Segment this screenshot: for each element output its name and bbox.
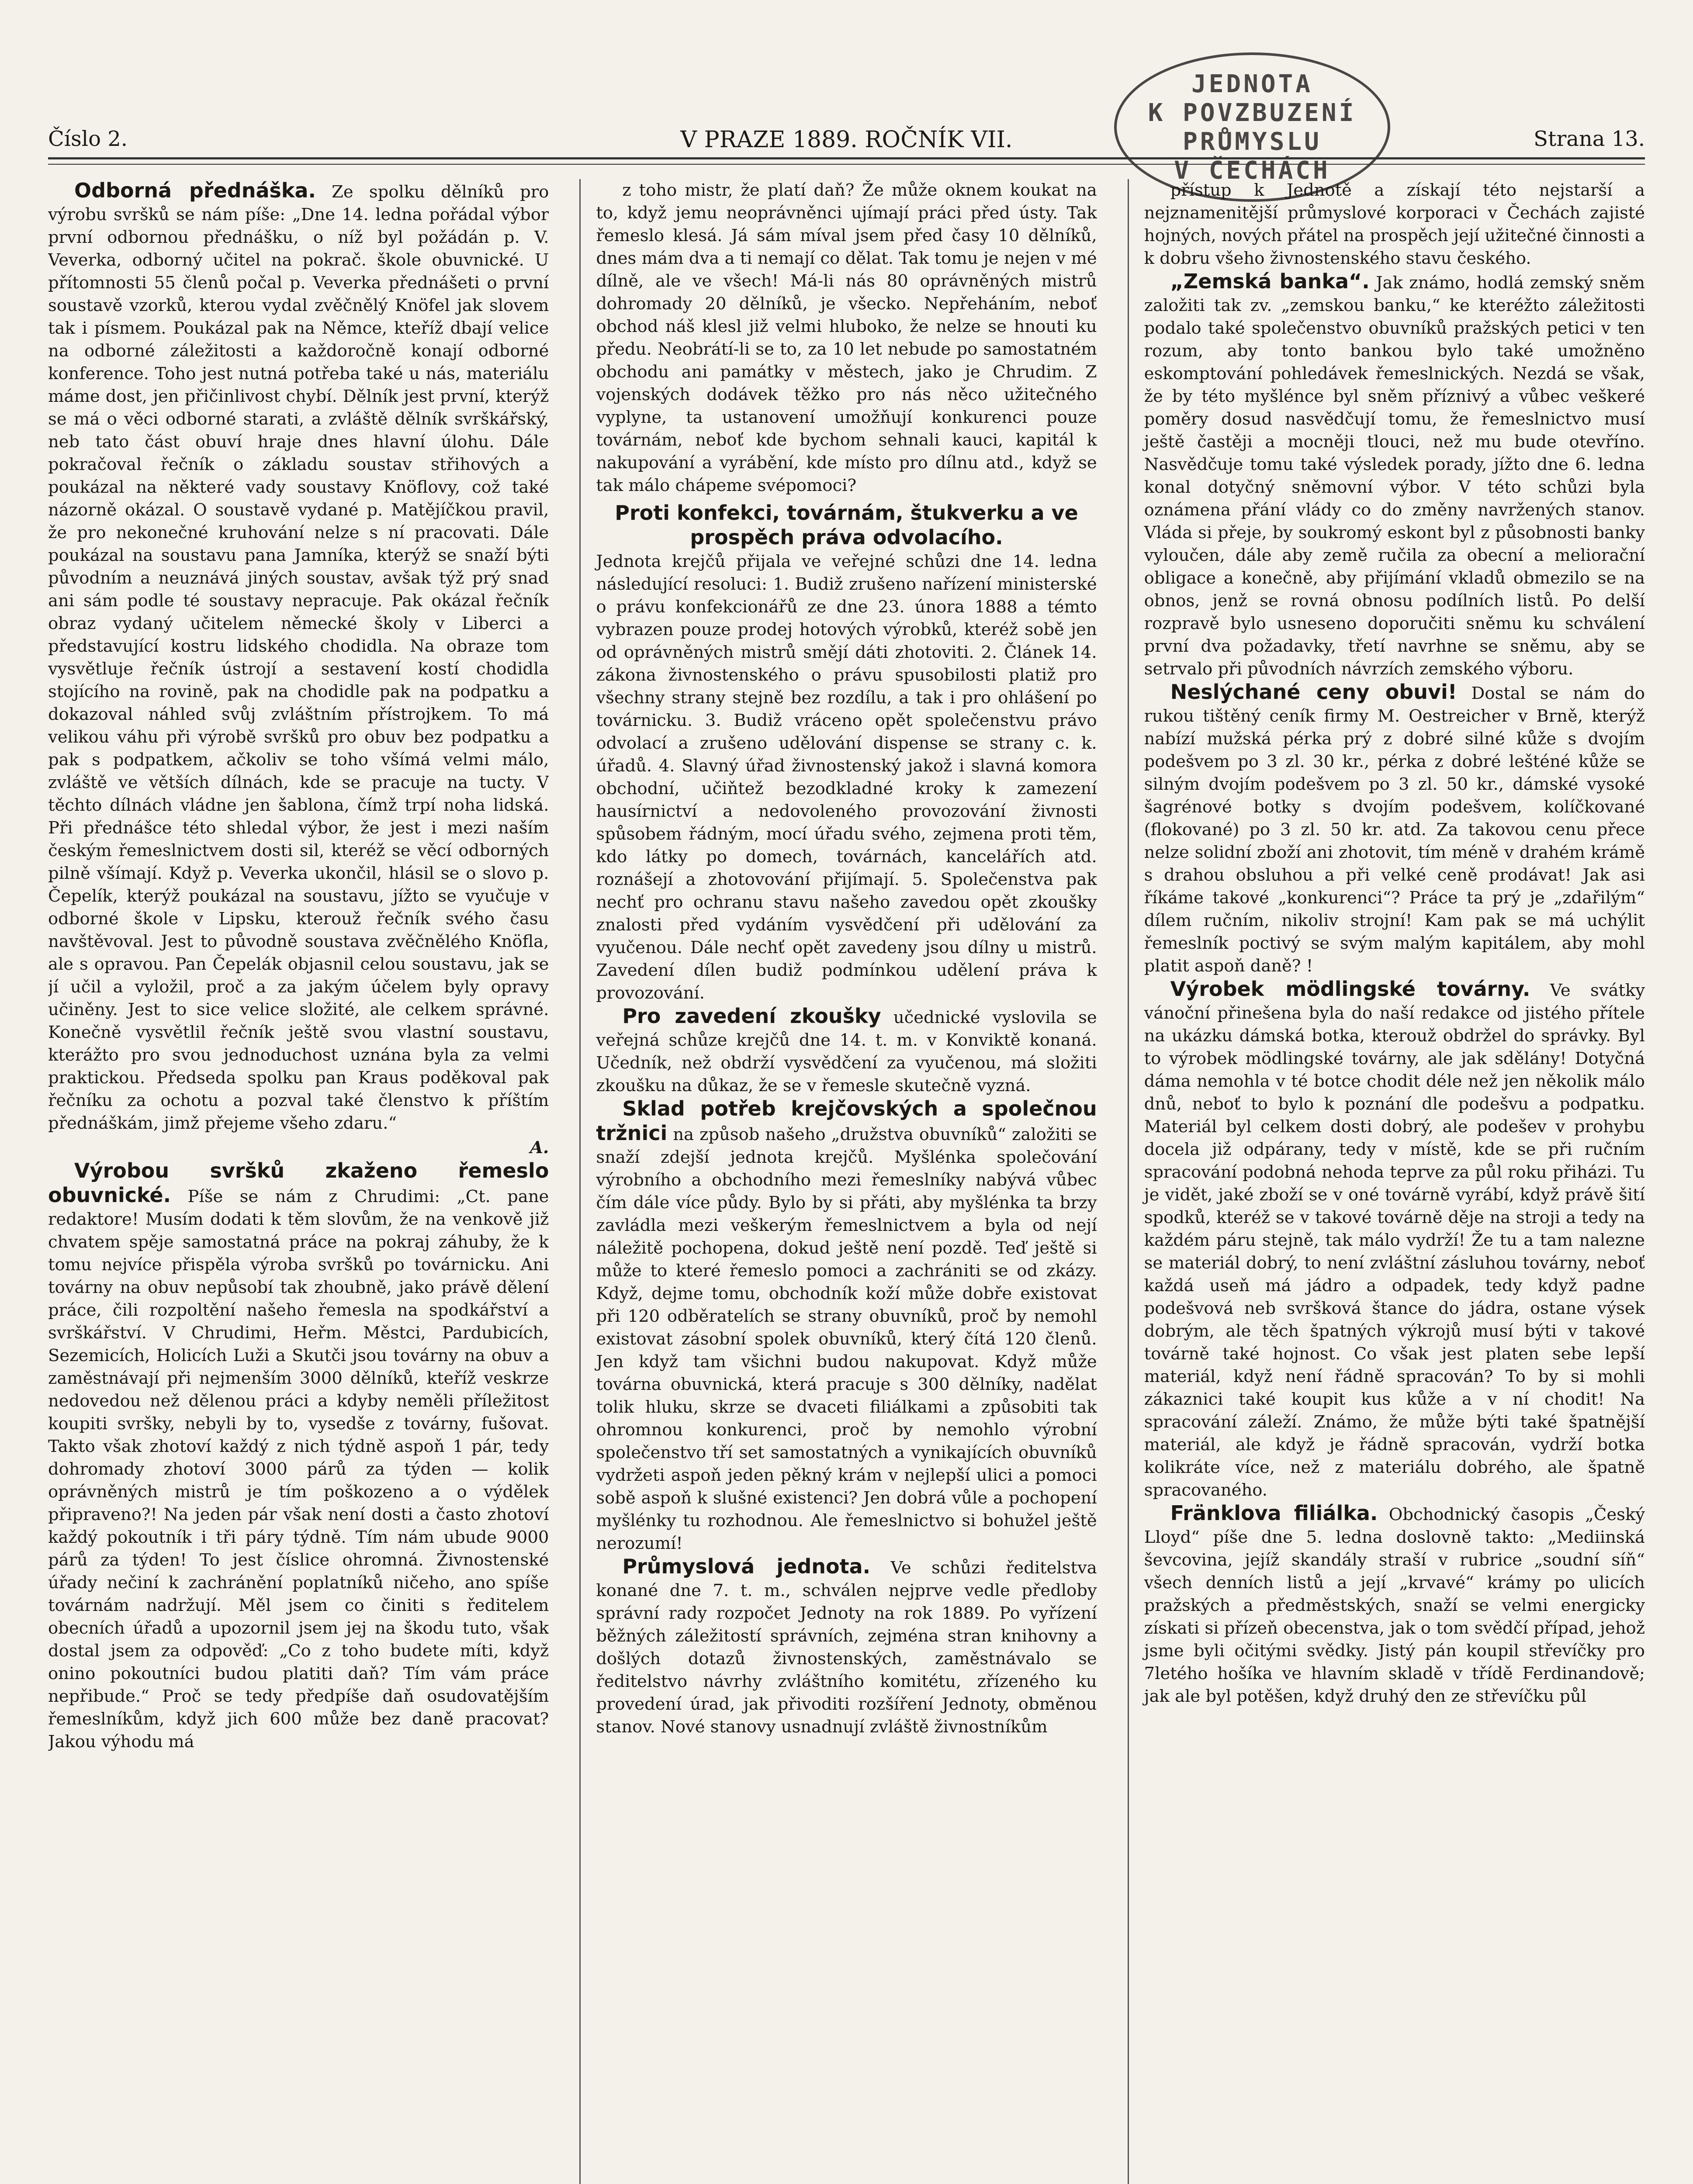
article-section: [596, 1005, 1097, 1097]
section-text: Obchodnický časopis „Český Lloyd“ píše dne 5. ledna doslovně takto: „Mediinská ševcovina, jejíž skandály straší v rubrice „soudní síň“ všech denních listů a její „krvavé“ krámy po ulicích pražských a předměstských, snaží se velmi energicky získati si přízeň obecenstva, jak o tom svědčí případ, jehož jsme byli očitými svědky. Jistý pán koupil střevíčky pro 7letého hošíka ve hlavním skladě v třídě Ferdinandově; jak ale byl potěšen, když druhý den ze střevíčku půl: [1144, 1505, 1645, 1706]
issue-number: Číslo 2.: [48, 127, 128, 151]
article-section: [1144, 978, 1645, 1502]
stamp-line: K POVZBUZENÍ: [1148, 99, 1357, 127]
article-columns: [48, 179, 1645, 2184]
section-heading: „Zemská banka“.: [1170, 270, 1370, 293]
article-section: [1144, 681, 1645, 978]
section-text: Jednota krejčů přijala ve veřejné schůzi dne 14. ledna následující resoluci: 1. Budiž zrušeno nařízení ministerské o právu konfekcionářů ze dne 23. února 1888 a témto vybrazen pouze prodej hotových výrobků, kteréž sobě jen od oprávněných mistrů smějí dáti zhotoviti. 2. Článek 14. zákona živnostenského o právu spusobilosti platiž pro všechny strany stejně bez rozdílu, a tak i pro ohlášení po továrnicku. 3. Budiž vráceno opět společenstvu právo odvolací a zrušeno udělování dispense se strany c. k. úřadů. 4. Slavný úřad živnostenský jakož i slavná komora obchodní, učiňtež bezodkladné kroky k zamezení hausírnictví a nedovoleného provozování živnosti spůsobem řádným, mocí úřadu svého, zejmena proti těm, kdo látky po domech, továrnách, kancelářích atd. roznášejí a zhotovování přijímají. 5. Společenstva pak nechť pro ochranu stavu našeho zavedou opět zkoušky znalosti před vydáním vysvědčení při udělování za vyučenou. Dále nechť opět zavedeny jsou dílny u mistrů. Zavedení dílen budiž podmínkou udělení práva k provozování.: [596, 552, 1097, 1003]
section-heading: Pro zavedení zkoušky: [622, 1004, 881, 1028]
section-text: na způsob našeho „družstva obuvníků“ založiti se snaží zdejší jednota krejčů. Myšlénka společování výrobního a obchodního mezi řemeslníky nabývá vůbec čím dále více půdy. Bylo by si přáti, aby myšlénka ta brzy zavládla mezi veškerým řemeslnictvem a byla od nejí náležitě pochopena, dokud ještě není pozdě. Teď ještě si může to které řemeslo pomoci a zachrániti se od zkázy. Když, dejme tomu, obchodník koží může dobře existovat při 120 odběratelích se strany obuvníků, proč by nemohl existovat zásobní spolek obuvníků, který čítá 120 členů. Jen když tam všichni budou nakupovat. Když může továrna obuvnická, která pracuje s 300 dělníky, nadělat tolik hluku, skrze se dvaceti filiálkami a způsobiti tak ohromnou konkurenci, proč by nemohlo výrobní společenstvo tří set samostatných a vynikajících obuvníků vydržeti aspoň jeden pěkný krám v nejlepší ulici a pomoci sobě aspoň k slušné existenci? Jen dobrá vůle a pochopení myšlénky tu rozhodnou. Ale řemeslnictvo si bohužel ještě nerozumí!: [596, 1125, 1097, 1553]
section-text: učednické vyslovila se veřejná schůze krejčů dne 14. t. m. v Konviktě konaná. Učedník, než obdrží vysvědčení za vyučenou, má složiti zkoušku na důkaz, že se v řemesle skutečně vyzná.: [596, 1008, 1097, 1095]
section-heading: Výrobek mödlingské továrny.: [1170, 977, 1530, 1001]
place-and-volume: V PRAZE 1889. ROČNÍK VII.: [680, 127, 1013, 153]
article-section: [1144, 179, 1645, 270]
article-section: [596, 501, 1097, 1005]
section-text: z toho mistr, že platí daň? Že může oknem koukat na to, když jemu neoprávněnci ujímají práci před ústy. Tak řemeslo klesá. Já sám míval jsem před časy 10 dělníků, dnes mám dva a ti nemají co dělat. Tak tomu je nejen v mé dílně, ale ve všech! Má-li nás 80 oprávněných mistrů dohromady 20 dělníků, je všecko. Nepřeháním, neboť obchod náš klesl již velmi hluboko, že nelze se hnouti ku předu. Neobrátí-li se to, za 10 let nebude po samostatném obchodu ani památky v městech, jako je Chrudim. Z vojenských dodávek těžko pro nás něco užitečného vyplyne, ta ustanovení umožňují konkurenci pouze továrnám, neboť kde bychom sehnali kauci, kapitál k nakupování a vyrábění, kde místo pro dílnu atd., když se tak málo chápeme svépomoci?: [596, 180, 1097, 495]
column: [48, 179, 549, 2184]
header-rule: [48, 157, 1645, 165]
section-heading: Fränklova filiálka.: [1170, 1501, 1378, 1525]
section-heading: Sklad potřeb krejčovských a společnou tržnici: [596, 1097, 1097, 1145]
section-heading: Výrobou svršků zkaženo řemeslo obuvnické.: [48, 1159, 549, 1207]
section-text: Dostal se nám do rukou tištěný ceník firmy M. Oestreicher v Brně, kterýž nabízí mužská pérka prý z dobré silné kůže s dvojím podešvem po 3 zl. 30 kr., pérka z dobré lešténé kůže se silným dvojím podešvem po 3 zl. 50 kr., dámské vysoké šagrénové botky s dvojím podešvem, kolíčkované (flokované) po 3 zl. 50 kr. atd. Za takovou cenu přece nelze solidní zboží ani zhotovit, tím méně v drahém krámě s drahou obsluhou a při velké ceně prodávat! Jak asi říkáme takové „konkurenci“? Práce ta prý je „zdařilým“ dílem ručním, nikoliv strojní! Kam pak se má uchýlit řemeslník poctivý se svým malým kapitálem, aby mohl platit aspoň daně? !: [1144, 684, 1645, 976]
section-text: přístup k Jednotě a získají této nejstarší a nejznamenitější průmyslové korporaci v Čechách zajisté hojných, nových přátel na prospěch její užitečné činnosti a k dobru všeho živnostenského stavu českého.: [1144, 180, 1645, 268]
stamp-line: V ČECHÁCH: [1174, 156, 1330, 185]
section-heading: Průmyslová jednota.: [622, 1555, 871, 1578]
section-heading: Neslýchané ceny obuvi!: [1170, 680, 1457, 704]
page-header: [48, 52, 1645, 185]
author-signature: A.: [530, 1138, 549, 1158]
section-text: Jak známo, hodlá zemský sněm založiti tak zv. „zemskou banku,“ ke kteréžto záležitosti podalo také společenstvo obuvníků pražských petici v ten rozum, aby tonto bankou bylo také umožněno eskomptování pohledávek řemeslnických. Nezdá se však, že by této myšlénce byl sněm příznivý a vůbec veškeré poměry dosud nasvědčují tomu, že řemeslnictvo musí ještě častěji a mocněji tlouci, než mu bude otevříno. Nasvědčuje tomu také výsledek porady, jížto dne 6. ledna konal dotyčný sněmovní výbor. V této schůzi byla oznámena přání vlády co do změny navržených stanov. Vláda si přeje, by soukromý eskont byl z působnosti banky vyloučen, dále aby země ručila za obecní a meliorační obligace a konečně, aby přijímání vkladů obmezilo se na obnos, jenž se rovná obnosu podílních listů. Po delší rozpravě bylo usneseno doporučiti sněmu ku schválení první dva požadavky, třetí navrhne se sněmu, aby se setrvalo při původních návrzích zemského výboru.: [1144, 273, 1645, 679]
article-section: [596, 1097, 1097, 1555]
article-section: [596, 179, 1097, 497]
page-number: Strana 13.: [1534, 127, 1645, 151]
section-text: Píše se nám z Chrudimi: „Ct. pane redaktore! Musím dodati k těm slovům, že na venkově již chvatem spěje samostatná práce na pokraj záhuby, že k tomu nejvíce přispěla výroba svršků po továrnicku. Ani továrny na obuv nepůsobí tak zhoubně, jako právě dělení práce, čili rozpoltění našeho řemesla na spodkářství a svrškářství. V Chrudimi, Heřm. Městci, Pardubicích, Sezemicích, Holicích Luži a Skutči jsou továrny na obuv a zaměstnávají při nejmenším 3000 dělníků, kteříž veskrze nedovedou než dělenou práci a kdyby neměli příležitost koupiti svršky, nebyli by to, vysedše z továrny, fušovat. Takto však zhotoví každý z nich týdně aspoň 1 pár, tedy dohromady zhotoví 3000 párů za týden — kolik oprávněných mistrů je tím poškozeno a o výdělek připraveno?! Na jeden pár však není dosti a často zhotoví každý pokoutník i tři páry týdně. Tím nám ubude 9000 párů za týden! To jest číslice ohromná. Živnostenské úřady nečiní k zachránění poplatníků ničeho, ano spíše továrnám nadržují. Měl jsem co činiti s ředitelem obecních úřadů a upozornil jsem jej na škodu tuto, však dostal jsem za odpověď: „Co z toho budete míti, když onino pokoutníci budou platiti daň? Tím vám práce nepřibude.“ Proč se tedy předpíše daň osudovatějším řemeslníkům, když jich 600 může bez daně pracovat? Jakou výhodu má: [48, 1187, 549, 1752]
section-text: Ve schůzi ředitelstva konané dne 7. t. m., schválen nejprve vedle předloby správní rady rozpočet Jednoty na rok 1889. Po vyřízení běžných záležitostí správních, zejména stran knihovny a došlých dotazů živnostenských, zaměstnávalo se ředitelstvo návrhy zvláštního komitétu, zřízeného ku provedení úrad, jak přivoditi rozšíření Jednoty, obměnou stanov. Nové stanovy usnadnují zvláště živnostníkům: [596, 1558, 1097, 1737]
article-section: [48, 1159, 549, 1753]
stamp-line: JEDNOTA: [1191, 70, 1313, 98]
stamp-line: PRŮMYSLU: [1183, 128, 1322, 156]
article-section: [596, 1555, 1097, 1738]
article-section: [48, 179, 549, 1159]
section-heading: Proti konfekci, továrnám, štukverku a ve prospěch práva odvolacího.: [615, 501, 1078, 549]
section-heading: Odborná přednáška.: [74, 179, 316, 202]
article-section: [1144, 1502, 1645, 1708]
column: [1128, 179, 1645, 2184]
section-text: Ze spolku dělníků pro výrobu svršků se nám píše: „Dne 14. ledna pořádal výbor první odbornou přednášku, o níž byl požádán p. V. Veverka, odborný učitel na pokrač. škole obuvnické. U přítomnosti 55 členů počal p. Veverka přednášeti o první soustavě vzorků, kterou vydal zvěčnělý Knöfel jak slovem tak i písmem. Poukázal pak na Němce, kteříž dbají velice na odborné záležitosti a každoročně konají odborné konference. Toho jest nutná potřeba také u nás, materiálu máme dost, jen přičinlivost chybí. Dělník jest první, kterýž se má o věci odborné starati, a zvláště dělník svrškářský, neb tato část obuví hraje dnes hlavní úlohu. Dále pokračoval řečník o základu soustav střihových a poukázal na některé vady soustavy Knöflovy, což také názorně okázal. O soustavě vydané p. Matějíčkou pravil, že pro nekonečné kruhování nelze s ní pracovati. Dále poukázal na soustavu pana Jamníka, kterýž se snaží býti původním a neuznává jiných soustav, avšak týž prý snad ani sám podle té soustavy nepracuje. Pak okázal řečník obraz vydaný učitelem německé školy v Liberci a představující kostru lidského chodidla. Na obraze tom vysvětluje řečník ústrojí a sestavení kostí chodidla stojícího na rovině, pak na chodidle pak na podpatku a dokazoval náhled svůj zvláštním přístrojkem. To má velikou váhu při výrobě svršků pro obuv bez podpatku a pak s podpatkem, ačkoliv se toho všímá velmi málo, zvláště ve větších dílnách, kde se pracuje na tucty. V těchto dílnách vládne jen šablona, čímž trpí noha lidská. Při přednášce této shledal výbor, že jest i mezi naším českým řemeslnictvem dosti sil, kteréž se věcí odborných pilně všímají. Když p. Veverka ukončil, hlásil se o slovo p. Čepelík, kterýž poukázal na soustavu, jížto se vyučuje v odborné škole v Lipsku, kterouž řečník svého času navštěvoval. Jest to původně soustava zvěčnělého Knöfla, ale s opravou. Pan Čepelák objasnil celou soustavu, jak se jí učil a vyložil, proč a za jakým účelem byly opravy učiněny. Jest to sice velice složité, ale celkem správné. Konečně vysvětlil řečník ještě svou vlastní soustavu, kterážto pro svou jednoduchost uznána byla za velmi praktickou. Předseda spolku pan Kraus poděkoval pak řečníku za ochotu a pozval také členstvo k příštím přednáškám, jimž přejeme všeho zdaru.“: [48, 182, 549, 1133]
section-text: Ve svátky vánoční přinešena byla do naší redakce od jistého přítele na ukázku dámská botka, kterouž obdržel do správky. Byl to výrobek mödlingské továrny, ale jak sdělány! Dotyčná dáma nemohla v té botce chodit déle než jen několik málo dnů, neboť to bylo k poznání dle podešvu a podpatku. Materiál byl celkem dosti dobrý, ale podešev v prohybu docela již odpárany, tedy v místě, kde se při ručním spracování podobná nehoda teprve za půl roku přiházi. Tu je vidět, jaké zboží se v oné továrně vyrábí, když právě šití spodků, kteréž se v takové továrně děje na stroji a tedy na každém páru stejně, tak málo vydrží! Že tu a tam nalezne se materiál dobrý, to není zvláštní zásluhou továrny, neboť každá useň má jádro a odpadek, tedy když padne podešvová neb svršková štance do jádra, ostane výsek dobrým, ale těch špatných výkrojů musí býti v takové továrně také hojnost. Co však jest platen sebe lepší materiál, když není řádně spracován? To by si mohli zákaznici také koupit kus kůže a v ní chodit! Na spracování záleží. Známo, že může býti také špatnější materiál, ale když je řádně spracován, vydrží botka kolikráte více, než z materiálu dobrého, ale špatně spracovaného.: [1144, 981, 1645, 1500]
column: [579, 179, 1097, 2184]
article-section: [1144, 270, 1645, 681]
